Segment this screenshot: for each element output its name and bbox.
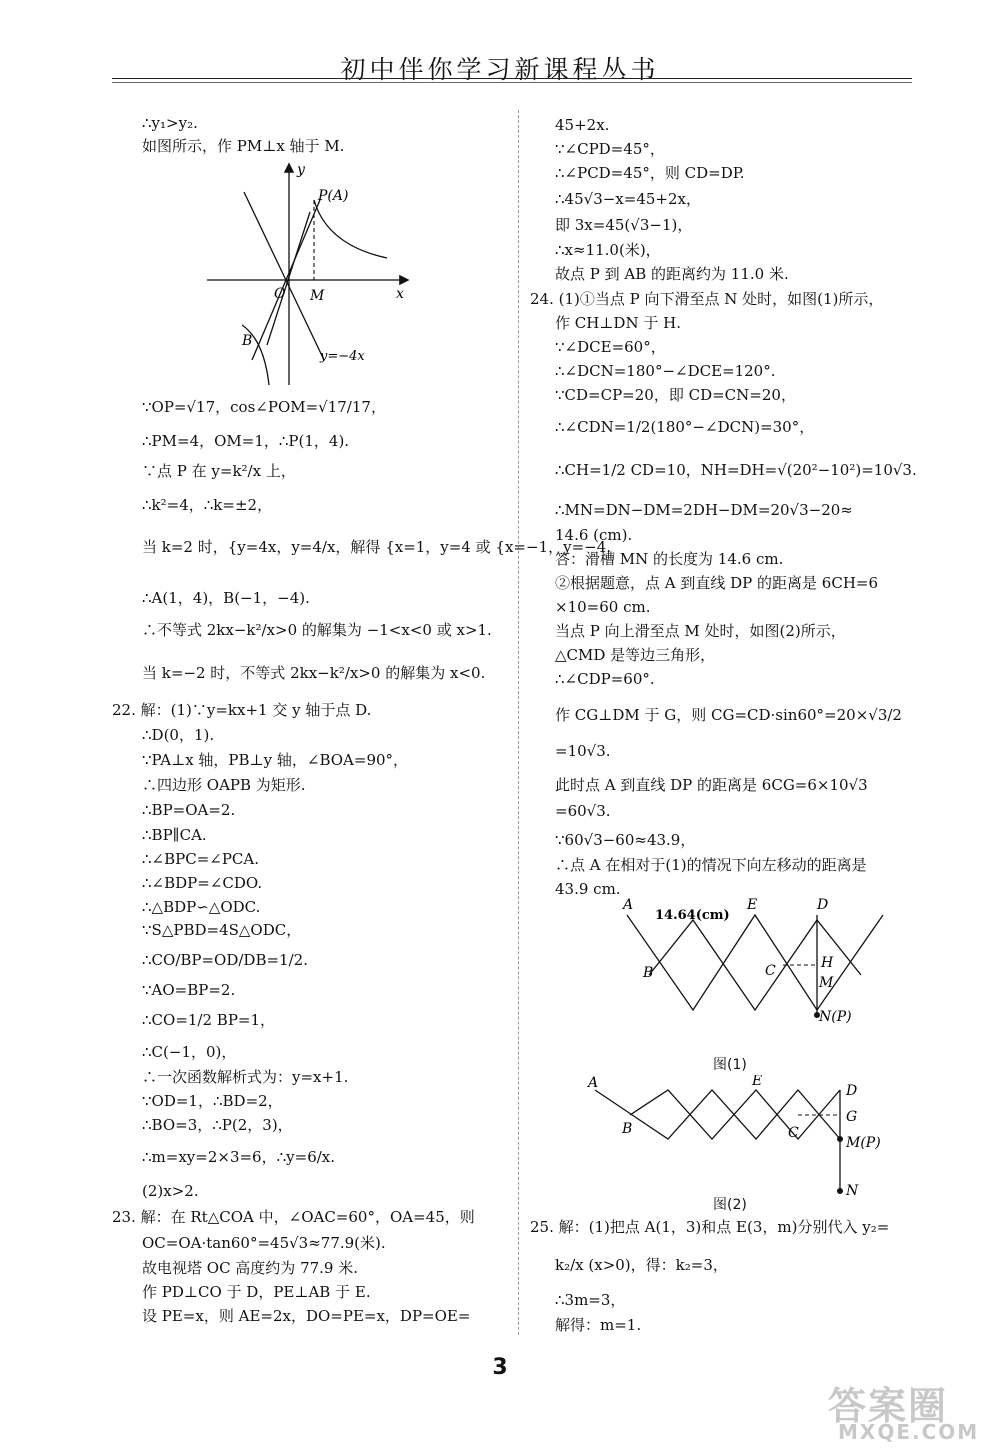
fig2-label: A — [588, 1075, 599, 1091]
text-line: ∵∠DCE=60°， — [555, 338, 666, 356]
text-line: ∴CO/BP=OD/DB=1/2. — [142, 951, 308, 969]
text-line: ∴PM=4，OM=1，∴P(1，4). — [142, 432, 350, 450]
fig1-label: N(P) — [819, 1009, 852, 1025]
text-line: 此时点 A 到直线 DP 的距离是 6CG=6×10√3 — [555, 776, 868, 794]
text-line: ∵60√3−60≈43.9， — [555, 831, 696, 849]
hyperbola-branch-1 — [314, 200, 387, 258]
fig1-label: M — [819, 975, 834, 991]
text-line: OC=OA·tan60°=45√3≈77.9(米). — [142, 1234, 386, 1252]
text-line: 23. 解：在 Rt△COA 中，∠OAC=60°，OA=45，则 — [112, 1208, 475, 1226]
text-line: ∵AO=BP=2. — [142, 981, 236, 999]
text-line: ∴∠CDP=60°. — [555, 670, 655, 688]
text-line: ∴∠DCN=180°−∠DCE=120°. — [555, 362, 776, 380]
fig2-caption: 图(2) — [713, 1197, 747, 1213]
text-line: ∴3m=3， — [555, 1291, 626, 1309]
text-line: 答：滑槽 MN 的长度为 14.6 cm. — [555, 550, 784, 568]
header-rule-thin — [112, 82, 912, 83]
fig1-caption: 图(1) — [713, 1057, 747, 1073]
fig2-label: D — [846, 1083, 858, 1099]
text-line: =60√3. — [555, 802, 611, 820]
text-line: ∵OP=√17，cos∠POM=√17/17， — [142, 398, 386, 416]
text-line: 作 CG⊥DM 于 G，则 CG=CD·sin60°=20×√3/2 — [555, 706, 902, 724]
text-line: ∴m=xy=2×3=6，∴y=6/x. — [142, 1148, 336, 1166]
fig1-zigzag-lower — [627, 915, 883, 1010]
function-graph-figure — [202, 160, 412, 390]
text-line: ∴45√3−x=45+2x， — [555, 190, 701, 208]
header-rule — [112, 78, 912, 79]
text-line: ∴BP∥CA. — [142, 826, 207, 844]
text-line: ②根据题意，点 A 到直线 DP 的距离是 6CH=6 — [555, 574, 879, 592]
text-line: 解得：m=1. — [555, 1316, 642, 1334]
text-line: ∴BP=OA=2. — [142, 801, 236, 819]
fig1-label: B — [643, 965, 654, 981]
text-line: 故电视塔 OC 高度约为 77.9 米. — [142, 1259, 359, 1277]
text-line: 25. 解：(1)把点 A(1，3)和点 E(3，m)分别代入 y₂= — [530, 1218, 890, 1236]
fig1-label: D — [817, 897, 829, 913]
text-line: ∵OD=1，∴BD=2， — [142, 1092, 283, 1110]
text-line: ∴x≈11.0(米)， — [555, 241, 661, 259]
watermark-logo — [828, 1375, 988, 1445]
text-line: ∴∠BDP=∠CDO. — [142, 874, 263, 892]
text-line: ∴D(0，1). — [142, 726, 215, 744]
graph-label-b: B — [242, 333, 253, 349]
fig1-label: H — [821, 955, 834, 971]
graph-label-line: y=−4x — [320, 349, 365, 364]
text-line: k₂/x (x>0)，得：k₂=3， — [555, 1256, 728, 1274]
graph-label-m: M — [310, 288, 325, 304]
watermark-text-en: MXQE.COM — [838, 1420, 980, 1444]
watermark-text-cn: 答案圈 — [828, 1384, 949, 1428]
text-line: ∴CH=1/2 CD=10，NH=DH=√(20²−10²)=10√3. — [555, 461, 917, 479]
fig1-label: 14.64(cm) — [655, 908, 730, 923]
text-line: 故点 P 到 AB 的距离约为 11.0 米. — [555, 265, 789, 283]
text-line: ∴y₁>y₂. — [142, 114, 198, 132]
page-number: 3 — [492, 1355, 508, 1380]
text-line: ∵S△PBD=4S△ODC， — [142, 921, 302, 939]
text-line: 24. (1)①当点 P 向下滑至点 N 处时，如图(1)所示， — [530, 290, 884, 308]
text-line: ∴BO=3，∴P(2，3)， — [142, 1116, 293, 1134]
text-line: 14.6 (cm). — [555, 526, 633, 544]
text-line: ∴k²=4，∴k=±2， — [142, 496, 273, 514]
text-line: ∵CD=CP=20，即 CD=CN=20， — [555, 386, 796, 404]
text-line: ∴△BDP∽△ODC. — [142, 898, 261, 916]
graph-label-x: x — [396, 286, 404, 302]
text-line: ×10=60 cm. — [555, 598, 651, 616]
text-line: 22. 解：(1)∵y=kx+1 交 y 轴于点 D. — [112, 701, 372, 719]
fig2-label: G — [846, 1109, 858, 1125]
graph-label-p: P(A) — [318, 188, 349, 204]
fig2-label: C — [788, 1125, 799, 1141]
text-line: ∴点 A 在相对于(1)的情况下向左移动的距离是 — [555, 856, 867, 874]
graph-label-y: y — [297, 162, 305, 178]
text-line: ∵∠CPD=45°， — [555, 140, 665, 158]
text-line: ∴MN=DN−DM=2DH−DM=20√3−20≈ — [555, 501, 853, 519]
fig1-label: C — [765, 963, 776, 979]
column-divider — [518, 110, 519, 1335]
text-line: ∴CO=1/2 BP=1， — [142, 1011, 276, 1029]
fig2-label: N — [846, 1183, 859, 1199]
text-line: =10√3. — [555, 742, 611, 760]
text-line: ∴∠CDN=1/2(180°−∠DCN)=30°， — [555, 418, 815, 436]
text-line: (2)x>2. — [142, 1182, 199, 1200]
text-line: 作 PD⊥CO 于 D，PE⊥AB 于 E. — [142, 1283, 371, 1301]
fig2-label: B — [622, 1121, 633, 1137]
text-line: 当 k=2 时，{y=4x，y=4/x，解得 {x=1，y=4 或 {x=−1，y=−4. — [142, 538, 612, 556]
text-line: 45+2x. — [555, 116, 610, 134]
fig2-label: M(P) — [846, 1135, 881, 1151]
text-line: 作 CH⊥DN 于 H. — [555, 314, 681, 332]
text-line: 43.9 cm. — [555, 880, 621, 898]
text-line: 当点 P 向上滑至点 M 处时，如图(2)所示， — [555, 622, 846, 640]
fig1-label: A — [623, 897, 634, 913]
text-line: ∴不等式 2kx−k²/x>0 的解集为 −1<x<0 或 x>1. — [142, 621, 492, 639]
text-line: 如图所示，作 PM⊥x 轴于 M. — [142, 137, 345, 155]
text-line: ∴C(−1，0)， — [142, 1043, 237, 1061]
text-line: 设 PE=x，则 AE=2x，DO=PE=x，DP=OE= — [142, 1307, 471, 1325]
figure-2 — [570, 1075, 890, 1205]
text-line: ∴∠BPC=∠PCA. — [142, 850, 260, 868]
graph-label-o: O — [274, 286, 286, 302]
text-line: ∵点 P 在 y=k²/x 上， — [142, 462, 296, 480]
text-line: 即 3x=45(√3−1)， — [555, 216, 693, 234]
page-header-title: 初中伴你学习新课程丛书 — [340, 55, 660, 84]
fig1-label: E — [747, 897, 758, 913]
text-line: 当 k=−2 时，不等式 2kx−k²/x>0 的解集为 x<0. — [142, 664, 486, 682]
text-line: △CMD 是等边三角形， — [555, 646, 716, 664]
text-line: ∴A(1，4)，B(−1，−4). — [142, 589, 310, 607]
figure-1 — [605, 895, 885, 1045]
text-line: ∴四边形 OAPB 为矩形. — [142, 776, 306, 794]
text-line: ∵PA⊥x 轴，PB⊥y 轴，∠BOA=90°， — [142, 751, 409, 769]
fig2-label: E — [752, 1075, 763, 1089]
text-line: ∴∠PCD=45°，则 CD=DP. — [555, 164, 745, 182]
text-line: ∴一次函数解析式为：y=x+1. — [142, 1068, 349, 1086]
